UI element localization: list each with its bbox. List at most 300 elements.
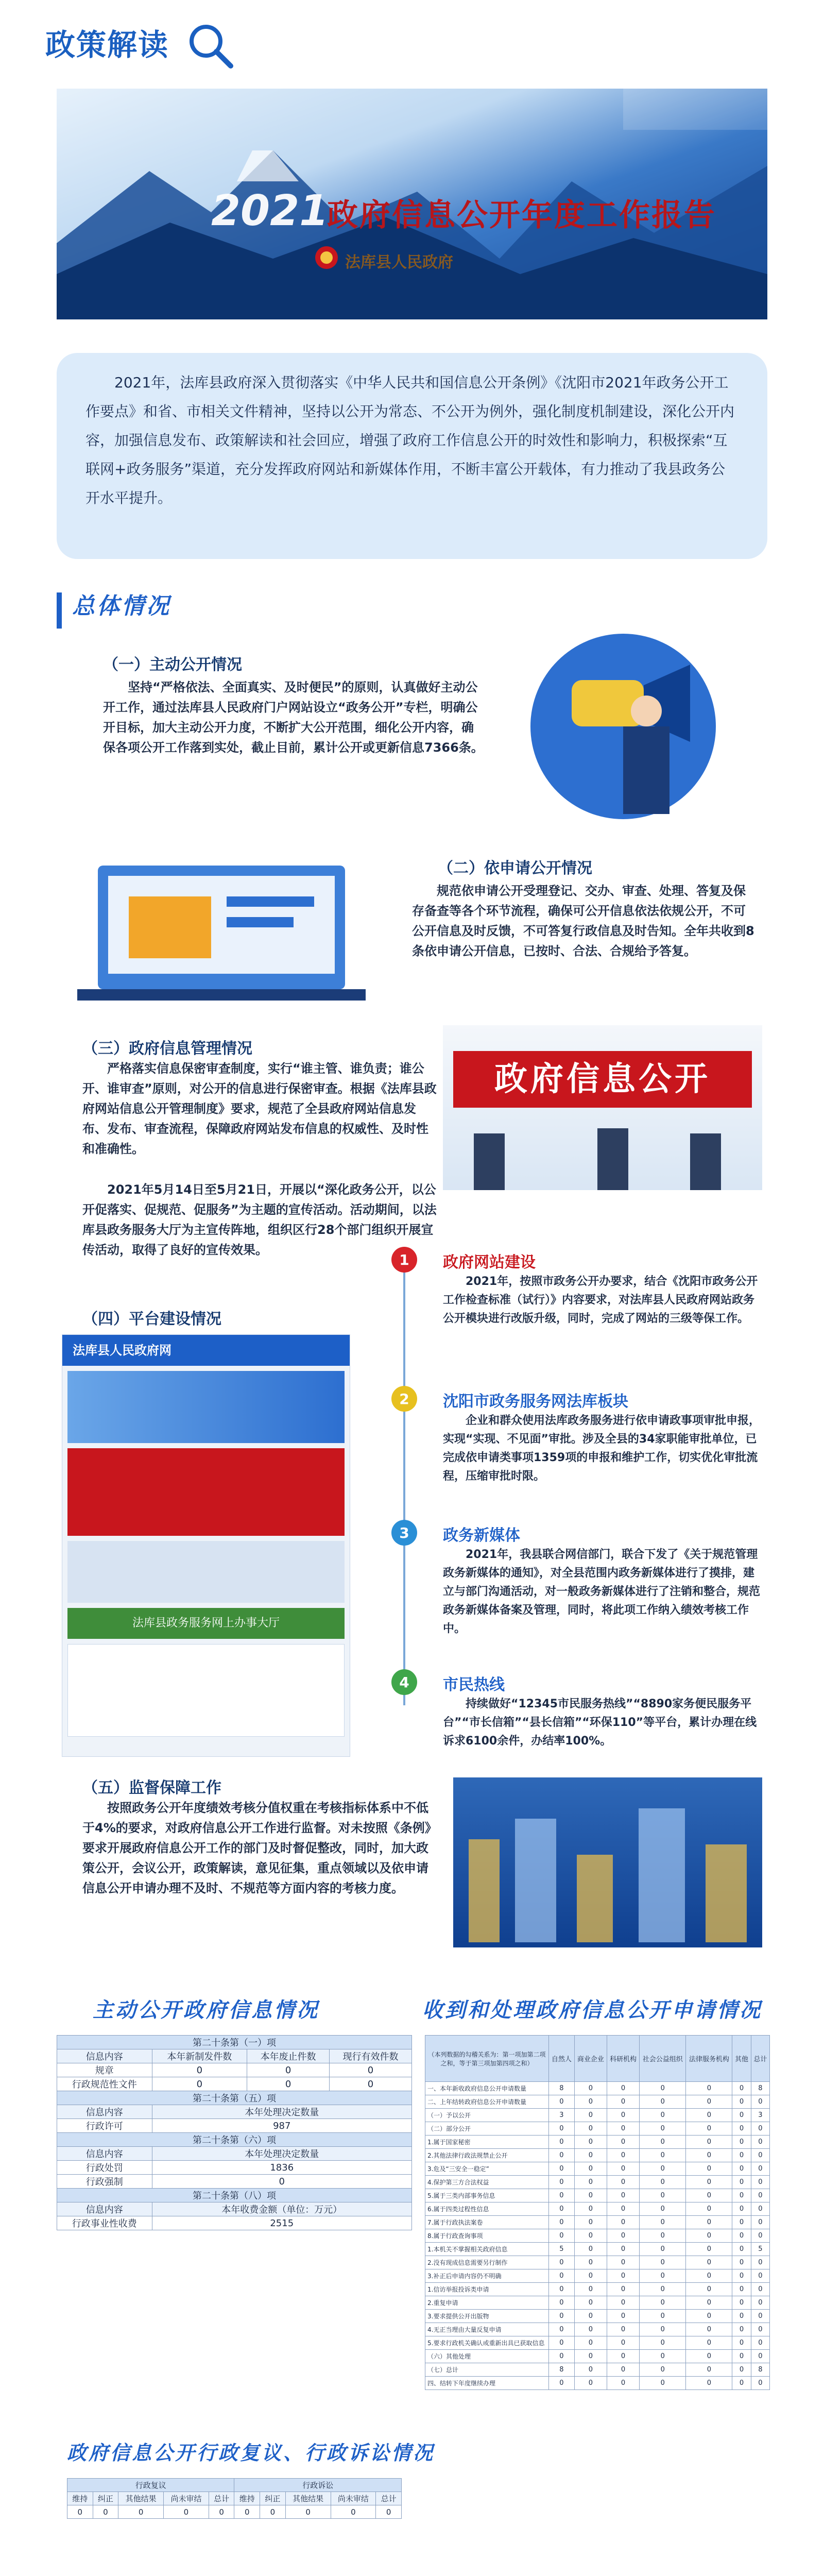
overview-heading: 总体情况 <box>72 593 171 619</box>
app-cell: 0 <box>607 2082 639 2095</box>
item2-title: 沈阳市政务服务网法库板块 <box>443 1393 628 1411</box>
app-cell: 0 <box>732 2202 751 2216</box>
app-cell: 0 <box>574 2256 607 2269</box>
t1-col: 信息内容 <box>57 2049 152 2063</box>
review-val: 0 <box>67 2505 93 2519</box>
app-cell: 0 <box>549 2162 575 2176</box>
review-group: 行政诉讼 <box>234 2479 402 2492</box>
s2-title: （二）依申请公开情况 <box>438 859 592 877</box>
t2-col: 本年处理决定数量 <box>152 2105 411 2119</box>
app-cell: 0 <box>751 2269 769 2283</box>
t1-head: 第二十条第（一）项 <box>57 2036 412 2049</box>
app-head: 自然人 <box>549 2036 575 2082</box>
search-icon <box>185 21 235 70</box>
app-row <box>425 2095 770 2109</box>
app-row <box>425 2336 770 2350</box>
review-val: 0 <box>260 2505 286 2519</box>
app-row-label: 5.属于三类内部事务信息 <box>425 2189 549 2202</box>
review-heading: 政府信息公开行政复议、行政诉讼情况 <box>67 2442 435 2464</box>
app-cell: 0 <box>549 2310 575 2323</box>
app-cell: 0 <box>549 2149 575 2162</box>
s5-title: （五）监督保障工作 <box>82 1779 221 1797</box>
app-cell: 0 <box>640 2082 686 2095</box>
app-cell: 0 <box>574 2336 607 2350</box>
app-row-label: （七）总计 <box>425 2363 549 2377</box>
review-col: 尚未审结 <box>164 2492 209 2505</box>
t1-col: 本年新制发件数 <box>152 2049 247 2063</box>
app-cell: 0 <box>549 2189 575 2202</box>
app-cell: 0 <box>640 2189 686 2202</box>
app-row-label: 1.信访举报投诉类申请 <box>425 2283 549 2296</box>
app-row-label: 6.属于四类过程性信息 <box>425 2202 549 2216</box>
app-row <box>425 2109 770 2122</box>
t2-head: 第二十条第（五）项 <box>57 2091 412 2105</box>
app-cell: 0 <box>732 2216 751 2229</box>
banner-org: 法库县人民政府 <box>345 253 453 272</box>
app-cell: 0 <box>686 2310 732 2323</box>
app-cell: 0 <box>640 2149 686 2162</box>
app-row-label: 7.属于行政执法案卷 <box>425 2216 549 2229</box>
app-cell: 0 <box>549 2269 575 2283</box>
app-cell: 0 <box>751 2336 769 2350</box>
app-cell: 8 <box>549 2082 575 2095</box>
app-cell: 0 <box>607 2350 639 2363</box>
app-cell: 0 <box>574 2269 607 2283</box>
app-cell: 0 <box>640 2162 686 2176</box>
app-row-label: 8.属于行政查询事项 <box>425 2229 549 2243</box>
app-cell: 0 <box>549 2202 575 2216</box>
app-cell: 0 <box>732 2176 751 2189</box>
app-cell: 0 <box>607 2136 639 2149</box>
app-cell: 0 <box>686 2336 732 2350</box>
app-row <box>425 2162 770 2176</box>
app-cell: 8 <box>549 2363 575 2377</box>
app-cell: 3 <box>751 2109 769 2122</box>
website-screenshot <box>62 1334 350 1757</box>
site-title: 法库县人民政府网 <box>62 1335 350 1366</box>
app-row <box>425 2363 770 2377</box>
app-row-label: 4.保护第三方合法权益 <box>425 2176 549 2189</box>
cell: 行政处罚 <box>57 2161 152 2175</box>
cell: 行政许可 <box>57 2119 152 2133</box>
app-row <box>425 2283 770 2296</box>
app-cell: 0 <box>549 2350 575 2363</box>
review-col: 总计 <box>209 2492 234 2505</box>
s2-text: 规范依申请公开受理登记、交办、审查、处理、答复及保存备查等各个环节流程，确保可公开信息依法依规公开，不可公开信息及时反馈，不可答复行政信息及时告知。全年共收到8条依申请公开信息，已按时、合法、合规给予答复。 <box>412 884 754 958</box>
app-cell: 0 <box>607 2176 639 2189</box>
app-cell: 0 <box>732 2095 751 2109</box>
app-cell: 0 <box>574 2350 607 2363</box>
app-head: 总计 <box>751 2036 769 2082</box>
review-col: 维持 <box>234 2492 260 2505</box>
banner-title: 政府信息公开年度工作报告 <box>327 197 716 233</box>
review-col: 纠正 <box>93 2492 118 2505</box>
app-cell: 8 <box>751 2082 769 2095</box>
heading-bar <box>57 592 62 629</box>
app-cell: 0 <box>732 2283 751 2296</box>
app-cell: 0 <box>640 2216 686 2229</box>
app-cell: 0 <box>751 2176 769 2189</box>
review-val: 0 <box>331 2505 376 2519</box>
app-cell: 0 <box>640 2350 686 2363</box>
t2-col: 信息内容 <box>57 2105 152 2119</box>
cell: 0 <box>152 2175 411 2189</box>
review-col: 其他结果 <box>118 2492 164 2505</box>
t3-col: 信息内容 <box>57 2147 152 2161</box>
app-cell: 0 <box>732 2363 751 2377</box>
s1-text: 坚持“严格依法、全面真实、及时便民”的原则，认真做好主动公开工作，通过法库县人民政府门户网站设立“政务公开”专栏，明确公开目标，加大主动公开力度，不断扩大公开范围，细化公开内容，确保各项公开工作落到实处，截止目前，累计公开或更新信息7366条。 <box>103 680 484 755</box>
app-cell: 0 <box>640 2229 686 2243</box>
s4-title: （四）平台建设情况 <box>82 1310 221 1328</box>
app-cell: 0 <box>574 2136 607 2149</box>
app-cell: 0 <box>640 2122 686 2136</box>
app-cell: 0 <box>574 2202 607 2216</box>
app-cell: 3 <box>549 2109 575 2122</box>
app-row-label: 2.其他法律行政法规禁止公开 <box>425 2149 549 2162</box>
app-cell: 0 <box>751 2377 769 2390</box>
app-cell: 0 <box>549 2136 575 2149</box>
app-cell: 0 <box>732 2377 751 2390</box>
banner-year: 2021 <box>211 187 329 235</box>
app-cell: 0 <box>686 2109 732 2122</box>
app-row-label: 4.无正当理由大量反复申请 <box>425 2323 549 2336</box>
app-cell: 0 <box>607 2323 639 2336</box>
app-cell: 0 <box>607 2336 639 2350</box>
app-row <box>425 2296 770 2310</box>
app-cell: 0 <box>751 2229 769 2243</box>
app-cell: 0 <box>732 2189 751 2202</box>
app-cell: 5 <box>751 2243 769 2256</box>
item2-number: 2 <box>391 1386 417 1412</box>
app-cell: 0 <box>732 2269 751 2283</box>
app-cell: 0 <box>732 2256 751 2269</box>
app-cell: 0 <box>607 2149 639 2162</box>
app-cell: 0 <box>751 2283 769 2296</box>
app-cell: 0 <box>640 2243 686 2256</box>
item1-text: 2021年，按照市政务公开办要求，结合《沈阳市政务公开工作检查标准（试行）》内容要求，对法库县人民政府网站政务公开模块进行改版升级，同时，完成了网站的三级等保工作。 <box>443 1275 758 1325</box>
emblem-icon <box>314 245 339 270</box>
app-row <box>425 2377 770 2390</box>
app-cell: 0 <box>640 2323 686 2336</box>
app-row <box>425 2269 770 2283</box>
cell: 行政强制 <box>57 2175 152 2189</box>
active-disclosure-heading: 主动公开政府信息情况 <box>93 1998 319 2022</box>
t1-col: 现行有效件数 <box>330 2049 412 2063</box>
item4-text: 持续做好“12345市民服务热线”“8890家务便民服务平台”“市长信箱”“县长信箱”“环保110”等平台，累计办理在线诉求6100余件，办结率100%。 <box>443 1698 757 1748</box>
site-banner: 法库县政务服务网上办事大厅 <box>67 1608 345 1639</box>
app-cell: 0 <box>574 2323 607 2336</box>
laptop-illustration <box>77 845 366 1015</box>
app-cell: 0 <box>607 2189 639 2202</box>
app-row <box>425 2122 770 2136</box>
t1-col: 本年废止件数 <box>247 2049 330 2063</box>
app-cell: 0 <box>607 2109 639 2122</box>
item1-number: 1 <box>391 1247 417 1273</box>
app-cell: 0 <box>549 2296 575 2310</box>
app-cell: 0 <box>607 2216 639 2229</box>
app-cell: 0 <box>686 2256 732 2269</box>
item3-text: 2021年，我县联合网信部门，联合下发了《关于规范管理政务新媒体的通知》，对全县范围内政务新媒体进行了摸排，建立与部门沟通活动，对一般政务新媒体进行了注销和整合，规范政务新媒体备案及管理，同时，将此项工作纳入绩效考核工作中。 <box>443 1548 761 1635</box>
review-val: 0 <box>118 2505 164 2519</box>
app-cell: 0 <box>686 2149 732 2162</box>
app-cell: 0 <box>607 2256 639 2269</box>
app-cell: 0 <box>751 2202 769 2216</box>
app-cell: 0 <box>732 2296 751 2310</box>
app-cell: 0 <box>607 2310 639 2323</box>
applications-heading: 收到和处理政府信息公开申请情况 <box>422 1998 762 2022</box>
app-cell: 0 <box>732 2243 751 2256</box>
report-banner <box>57 89 767 319</box>
app-cell: 0 <box>751 2216 769 2229</box>
s1-title: （一）主动公开情况 <box>103 656 242 674</box>
s3-text: 严格落实信息保密审查制度，实行“谁主管、谁负责；谁公开、谁审查”原则，对公开的信息进行保密审查。根据《法库县政府网站信息公开管理制度》要求，规范了全县政府网站信息发布、发布、审查流程，保障政府网站发布信息的权威性、及时性和准确性。 <box>82 1061 437 1156</box>
app-cell: 0 <box>686 2323 732 2336</box>
app-cell: 0 <box>574 2229 607 2243</box>
app-cell: 0 <box>574 2176 607 2189</box>
app-row <box>425 2189 770 2202</box>
s3-title: （三）政府信息管理情况 <box>82 1040 252 1058</box>
app-cell: 0 <box>574 2283 607 2296</box>
app-cell: 0 <box>549 2095 575 2109</box>
review-col: 纠正 <box>260 2492 286 2505</box>
app-row-label: （一）予以公开 <box>425 2109 549 2122</box>
cell: 行政规范性文件 <box>57 2077 152 2091</box>
app-cell: 8 <box>751 2363 769 2377</box>
app-cell: 0 <box>732 2229 751 2243</box>
app-cell: 0 <box>640 2256 686 2269</box>
app-cell: 0 <box>686 2243 732 2256</box>
cell: 0 <box>152 2077 247 2091</box>
app-head: 社会公益组织 <box>640 2036 686 2082</box>
app-cell: 0 <box>574 2216 607 2229</box>
review-col: 其他结果 <box>285 2492 331 2505</box>
s3-text2: 2021年5月14日至5月21日，开展以“深化政务公开，以公开促落实、促规范、促服务”为主题的宣传活动。活动期间，以法库县政务服务大厅为主宣传阵地，组织区行28个部门组织开展宣传活动，取得了良好的宣传效果。 <box>82 1182 437 1257</box>
app-cell: 0 <box>732 2350 751 2363</box>
app-cell: 0 <box>686 2296 732 2310</box>
app-cell: 0 <box>574 2109 607 2122</box>
review-table <box>67 2478 402 2519</box>
app-cell: 0 <box>574 2162 607 2176</box>
app-cell: 0 <box>686 2216 732 2229</box>
app-cell: 0 <box>686 2136 732 2149</box>
app-cell: 0 <box>549 2216 575 2229</box>
app-cell: 0 <box>640 2176 686 2189</box>
review-val: 0 <box>285 2505 331 2519</box>
active-disclosure-table <box>57 2035 412 2230</box>
app-row <box>425 2256 770 2269</box>
app-cell: 0 <box>686 2095 732 2109</box>
app-cell: 0 <box>751 2323 769 2336</box>
app-cell: 0 <box>640 2363 686 2377</box>
app-cell: 0 <box>686 2269 732 2283</box>
review-val: 0 <box>209 2505 234 2519</box>
app-cell: 0 <box>686 2202 732 2216</box>
cell: 规章 <box>57 2063 152 2077</box>
item1-title: 政府网站建设 <box>443 1253 536 1272</box>
app-cell: 0 <box>574 2377 607 2390</box>
app-row <box>425 2310 770 2323</box>
cell: 0 <box>247 2063 330 2077</box>
review-val: 0 <box>234 2505 260 2519</box>
app-row <box>425 2323 770 2336</box>
review-val: 0 <box>93 2505 118 2519</box>
app-cell: 0 <box>574 2310 607 2323</box>
app-row <box>425 2350 770 2363</box>
app-row <box>425 2176 770 2189</box>
app-cell: 0 <box>640 2296 686 2310</box>
cell: 0 <box>152 2063 247 2077</box>
app-row <box>425 2229 770 2243</box>
city-night-photo <box>453 1777 762 1947</box>
app-head: 法律服务机构 <box>686 2036 732 2082</box>
cell: 987 <box>152 2119 411 2133</box>
t4-head: 第二十条第（八）项 <box>57 2189 412 2202</box>
t3-col: 本年处理决定数量 <box>152 2147 411 2161</box>
app-cell: 0 <box>732 2162 751 2176</box>
item4-title: 市民热线 <box>443 1676 505 1694</box>
app-cell: 0 <box>686 2283 732 2296</box>
app-cell: 0 <box>640 2109 686 2122</box>
app-row-label: 1.本机关不掌握相关政府信息 <box>425 2243 549 2256</box>
app-cell: 0 <box>640 2310 686 2323</box>
app-cell: 0 <box>751 2296 769 2310</box>
cell: 0 <box>247 2077 330 2091</box>
app-cell: 0 <box>686 2363 732 2377</box>
review-val: 0 <box>376 2505 402 2519</box>
s5-text: 按照政务公开年度绩效考核分值权重在考核指标体系中不低于4%的要求，对政府信息公开工作进行监督。对未按照《条例》要求开展政府信息公开工作的部门及时督促整改，同时，加大政策公开，会议公开，政策解读，意见征集，重点领域以及依申请信息公开申请办理不及时、不规范等方面内容的考核力度。 <box>82 1801 437 1895</box>
app-cell: 0 <box>686 2377 732 2390</box>
app-cell: 0 <box>607 2162 639 2176</box>
item3-title: 政务新媒体 <box>443 1527 520 1545</box>
item2-text: 企业和群众使用法库政务服务进行依申请政事项审批申报，实现“实现、不见面”审批。涉及全县的34家职能审批单位，已完成依申请类事项1359项的申报和维护工作，切实优化审批流程，压缩审批时限。 <box>443 1414 761 1483</box>
app-cell: 0 <box>549 2229 575 2243</box>
app-cell: 0 <box>686 2162 732 2176</box>
app-cell: 0 <box>732 2136 751 2149</box>
review-col: 维持 <box>67 2492 93 2505</box>
t4-col: 信息内容 <box>57 2202 152 2216</box>
app-cell: 0 <box>607 2202 639 2216</box>
applications-table <box>425 2035 770 2390</box>
app-cell: 0 <box>574 2296 607 2310</box>
app-cell: 0 <box>640 2336 686 2350</box>
cell: 1836 <box>152 2161 411 2175</box>
app-cell: 0 <box>686 2350 732 2363</box>
megaphone-illustration <box>494 613 752 829</box>
timeline-line <box>403 1267 405 1705</box>
app-row-label: 2.没有现成信息需要另行制作 <box>425 2256 549 2269</box>
app-cell: 0 <box>686 2229 732 2243</box>
app-cell: 0 <box>686 2189 732 2202</box>
app-head: 科研机构 <box>607 2036 639 2082</box>
app-cell: 0 <box>751 2256 769 2269</box>
app-cell: 0 <box>549 2176 575 2189</box>
open-info-sign: 政府信息公开 <box>453 1051 752 1108</box>
app-row <box>425 2202 770 2216</box>
app-cell: 0 <box>607 2095 639 2109</box>
app-cell: 0 <box>574 2082 607 2095</box>
app-row <box>425 2082 770 2095</box>
review-val: 0 <box>164 2505 209 2519</box>
app-row <box>425 2149 770 2162</box>
app-cell: 0 <box>607 2283 639 2296</box>
app-cell: 0 <box>640 2269 686 2283</box>
app-head: 商业企业 <box>574 2036 607 2082</box>
item4-number: 4 <box>391 1669 417 1695</box>
app-cell: 0 <box>732 2082 751 2095</box>
open-info-photo <box>443 1025 762 1190</box>
app-cell: 0 <box>640 2202 686 2216</box>
app-cell: 5 <box>549 2243 575 2256</box>
app-cell: 0 <box>751 2162 769 2176</box>
app-cell: 0 <box>751 2310 769 2323</box>
app-row-label: 2.重复申请 <box>425 2296 549 2310</box>
app-cell: 0 <box>607 2269 639 2283</box>
app-head: 其他 <box>732 2036 751 2082</box>
app-row-label: 1.属于国家秘密 <box>425 2136 549 2149</box>
app-cell: 0 <box>607 2122 639 2136</box>
review-col: 尚未审结 <box>331 2492 376 2505</box>
app-cell: 0 <box>751 2189 769 2202</box>
cell: 0 <box>330 2063 412 2077</box>
app-cell: 0 <box>751 2095 769 2109</box>
app-cell: 0 <box>640 2377 686 2390</box>
app-cell: 0 <box>607 2296 639 2310</box>
app-cell: 0 <box>686 2082 732 2095</box>
app-cell: 0 <box>640 2283 686 2296</box>
t3-head: 第二十条第（六）项 <box>57 2133 412 2147</box>
app-cell: 0 <box>549 2283 575 2296</box>
app-cell: 0 <box>574 2189 607 2202</box>
app-cell: 0 <box>607 2377 639 2390</box>
app-row-label: 四、结转下年度继续办理 <box>425 2377 549 2390</box>
app-cell: 0 <box>574 2363 607 2377</box>
app-cell: 0 <box>640 2136 686 2149</box>
app-cell: 0 <box>751 2122 769 2136</box>
intro-text: 2021年，法库县政府深入贯彻落实《中华人民共和国信息公开条例》《沈阳市2021年政务公开工作要点》和省、市相关文件精神，坚持以公开为常态、不公开为例外，强化制度机制建设，深化公开内容，加强信息发布、政策解读和社会回应，增强了政府工作信息公开的时效性和影响力，积极探索“互联网+政务服务”渠道，充分发挥政府网站和新媒体作用，不断丰富公开载体，有力推动了我县政务公开水平提升。 <box>57 353 767 559</box>
cell: 行政事业性收费 <box>57 2216 152 2230</box>
app-row-label: （六）其他处理 <box>425 2350 549 2363</box>
app-head: （本列数据的勾稽关系为：第一项加第二项之和，等于第三项加第四项之和） <box>425 2036 549 2082</box>
review-col: 总计 <box>376 2492 402 2505</box>
app-row-label: 二、上年结转政府信息公开申请数量 <box>425 2095 549 2109</box>
item3-number: 3 <box>391 1520 417 1546</box>
app-row <box>425 2136 770 2149</box>
app-cell: 0 <box>574 2243 607 2256</box>
app-cell: 0 <box>751 2149 769 2162</box>
app-row <box>425 2243 770 2256</box>
app-row <box>425 2216 770 2229</box>
app-row-label: 3.补正后申请内容仍不明确 <box>425 2269 549 2283</box>
app-cell: 0 <box>751 2350 769 2363</box>
app-cell: 0 <box>549 2377 575 2390</box>
app-cell: 0 <box>574 2149 607 2162</box>
app-cell: 0 <box>640 2095 686 2109</box>
app-cell: 0 <box>732 2122 751 2136</box>
app-cell: 0 <box>549 2336 575 2350</box>
app-row-label: 3.要求提供公开出版物 <box>425 2310 549 2323</box>
app-row-label: 一、本年新收政府信息公开申请数量 <box>425 2082 549 2095</box>
app-cell: 0 <box>549 2323 575 2336</box>
review-group: 行政复议 <box>67 2479 234 2492</box>
app-cell: 0 <box>732 2323 751 2336</box>
app-row-label: 5.要求行政机关确认或重新出具已获取信息 <box>425 2336 549 2350</box>
app-cell: 0 <box>574 2122 607 2136</box>
app-cell: 0 <box>607 2363 639 2377</box>
app-row-label: （二）部分公开 <box>425 2122 549 2136</box>
app-cell: 0 <box>686 2176 732 2189</box>
app-cell: 0 <box>732 2336 751 2350</box>
app-cell: 0 <box>574 2095 607 2109</box>
